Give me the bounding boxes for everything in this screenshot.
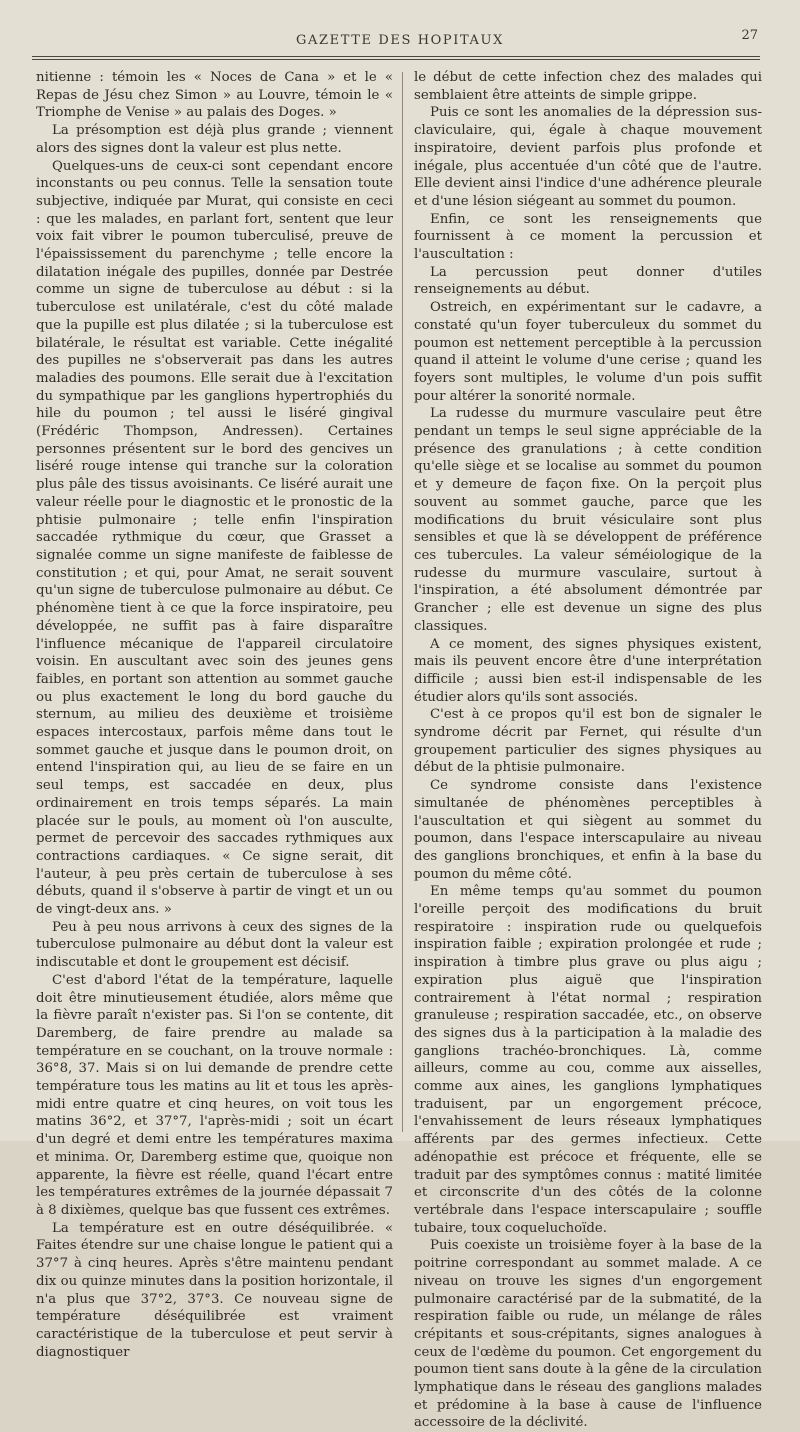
paragraph: Quelques-uns de ceux-ci sont cependant encore inconstants ou peu connus. Telle la sensation toute subjective, indiquée par Murat, qui consiste en ceci : que les malades, en parlant fort, sentent que leur voix fait vibrer le poumon tuberculisé, preuve de l'épaississement du parenchyme ; telle encore la dilatation inégale des pupilles, donnée par Destrée comme un signe de tuberculose au début : si la tuberculose est unilatérale, c'est du côté malade que la pupille est plus dilatée ; si la tuberculose est bilatérale, le résultat est variable. Cette inégalité des pupilles ne s'observerait pas dans les autres maladies des poumons. Elle serait due à l'excitation du sympathique par les ganglions hypertrophiés du hile du poumon ; tel aussi le liséré gingival (Frédéric Thompson, Andressen). Certaines personnes présentent sur le bord des gencives un liséré rouge intense qui tranche sur la coloration plus pâle des tissus avoisinants. Ce liséré aurait une valeur réelle pour le diagnostic et le pronostic de la phtisie pulmonaire ; telle enfin l'inspiration saccadée rythmique du cœur, que Grasset a signalée comme un signe manifeste de faiblesse de constitution ; et qui, pour Amat, ne serait souvent qu'un signe de tuberculose pulmonaire au début. Ce phénomène tient à ce que la force inspiratoire, peu développée, ne suffit pas à faire disparaître l'influence mécanique de l'appareil circulatoire voisin. En auscultant avec soin des jeunes gens faibles, en portant son attention au sommet gauche ou plus exactement le long du bord gauche du sternum, au milieu des deuxième et troisième espaces intercostaux, parfois même dans tout le sommet gauche et jusque dans le poumon droit, on entend l'inspiration qui, au lieu de se faire en un seul temps, est saccadée en deux, plus ordinairement en trois temps séparés. La main placée sur le pouls, au moment où l'on ausculte, permet de percevoir des saccades rythmiques aux contractions cardiaques. « Ce signe serait, dit l'auteur, à peu près certain de tuberculose à ses débuts, quand il s'observe à partir de vingt et un ou de vingt-deux ans. » bbox=[36, 158, 393, 918]
paragraph: Puis ce sont les anomalies de la dépression sus-claviculaire, qui, égale à chaque mouvement inspiratoire, devient parfois plus profonde et inégale, plus accentuée d'un côté que de l'autre. Elle devient ainsi l'indice d'une adhérence pleurale et d'une lésion siégeant au sommet du poumon. bbox=[414, 105, 762, 209]
paragraph: Enfin, ce sont les renseignements que fournissent à ce moment la percussion et l'auscultation : bbox=[414, 211, 762, 263]
paragraph: nitienne : témoin les « Noces de Cana » et le « Repas de Jésu chez Simon » au Louvre, témoin le « Triomphe de Venise » au palais des Doges. » bbox=[36, 70, 393, 121]
page-header bbox=[0, 26, 800, 56]
header-rule-bottom bbox=[32, 59, 760, 60]
paragraph: En même temps qu'au sommet du poumon l'oreille perçoit des modifications du bruit respiratoire : inspiration rude ou quelquefois inspiration faible ; expiration prolongée et rude ; inspiration à timbre plus grave ou plus aigu ; expiration plus aiguë que l'inspiration contrairement à l'état normal ; respiration granuleuse ; respiration saccadée, etc., on observe des signes dus à la participation à la maladie des ganglions trachéo-bronchiques. Là, comme ailleurs, comme au cou, comme aux aisselles, comme aux aines, les ganglions lymphatiques traduisent, par un engorgement précoce, l'envahissement de leurs réseaux lymphatiques afférents par des germes infectieux. Cette adénopathie est précoce et fréquente, elle se traduit par des symptômes connus : matité limitée et circonscrite d'un des côtés de la colonne vertébrale dans l'espace interscapulaire ; souffle tubaire, toux coqueluchoïde. bbox=[414, 884, 762, 1236]
paragraph: C'est d'abord l'état de la température, laquelle doit être minutieusement étudiée, alors même que la fièvre paraît n'exister pas. Si l'on se contente, dit Daremberg, de faire prendre au malade sa température en se couchant, on la trouve normale : 36°8, 37. Mais si on lui demande de prendre cette température tous les matins au lit et tous les après-midi entre quatre et cinq heures, on voit tous les matins 36°2, et 37°7, l'après-midi ; soit un écart d'un degré et demi entre les températures maxima et minima. Or, Daremberg estime que, quoique non apparente, la fièvre est réelle, quand l'écart entre les températures extrêmes de la journée dépassait 7 à 8 dixièmes, quelque bas que fussent ces extrêmes. bbox=[36, 972, 393, 1218]
paragraph: La température est en outre déséquilibrée. « Faites étendre sur une chaise longue le patient qui a 37°7 à cinq heures. Après s'être maintenu pendant dix ou quinze minutes dans la position horizontale, il n'a plus que 37°2, 37°3. Ce nouveau signe de température déséquilibrée est vraiment caractéristique de la tuberculose et peut servir à diagnostiquer bbox=[36, 1220, 393, 1360]
header-rule-top bbox=[32, 56, 760, 57]
paragraph: A ce moment, des signes physiques existent, mais ils peuvent encore être d'une interprétation difficile ; aussi bien est-il indispensable de les étudier alors qu'ils sont associés. bbox=[414, 636, 762, 705]
paragraph: le début de cette infection chez des malades qui semblaient être atteints de simple grippe. bbox=[414, 70, 762, 103]
paragraph: C'est à ce propos qu'il est bon de signaler le syndrome décrit par Fernet, qui résulte d'un groupement particulier des signes physiques au début de la phtisie pulmonaire. bbox=[414, 707, 762, 776]
right-column bbox=[414, 69, 762, 1431]
left-column bbox=[36, 69, 393, 1360]
paragraph: Puis coexiste un troisième foyer à la base de la poitrine correspondant au sommet malade. A ce niveau on trouve les signes d'un engorgement pulmonaire caractérisé par de la submatité, de la respiration faible ou rude, un mélange de râles crépitants et sous-crépitants, signes analogues à ceux de l'œdème du poumon. Cet engorgement du poumon tient sans doute à la gêne de la circulation lymphatique dans le réseau des ganglions malades et prédomine à la base à cause de l'influence accessoire de la déclivité. bbox=[414, 1238, 762, 1431]
paragraph: Ostreich, en expérimentant sur le cadavre, a constaté qu'un foyer tuberculeux du sommet du poumon est nettement perceptible à la percussion quand il atteint le volume d'une cerise ; quand les foyers sont multiples, le volume d'un pois suffit pour altérer la sonorité normale. bbox=[414, 300, 762, 404]
paragraph: La percussion peut donner d'utiles renseignements au début. bbox=[414, 264, 762, 298]
paragraph: La rudesse du murmure vasculaire peut être pendant un temps le seul signe appréciable de la présence des granulations ; à cette condition qu'elle siège et se localise au sommet du poumon et y demeure de façon fixe. On la perçoit plus souvent au sommet gauche, parce que les modifications du bruit vésiculaire sont plus sensibles et que là se développent de préférence ces tubercules. La valeur séméiologique de la rudesse du murmure vasculaire, surtout à l'inspiration, a été absolument démontrée par Grancher ; elle est devenue un signe des plus classiques. bbox=[414, 406, 762, 634]
paragraph: Ce syndrome consiste dans l'existence simultanée de phénomènes perceptibles à l'auscultation et qui siègent au sommet du poumon, dans l'espace interscapulaire au niveau des ganglions bronchiques, et enfin à la base du poumon du même côté. bbox=[414, 778, 762, 882]
journal-title: GAZETTE DES HOPITAUX bbox=[296, 33, 504, 48]
paragraph: La présomption est déjà plus grande ; viennent alors des signes dont la valeur est plus nette. bbox=[36, 123, 393, 156]
column-divider bbox=[402, 72, 403, 1132]
paragraph: Peu à peu nous arrivons à ceux des signes de la tuberculose pulmonaire au début dont la valeur est indiscutable et dont le groupement est décisif. bbox=[36, 919, 393, 971]
page-number: 27 bbox=[741, 28, 758, 43]
